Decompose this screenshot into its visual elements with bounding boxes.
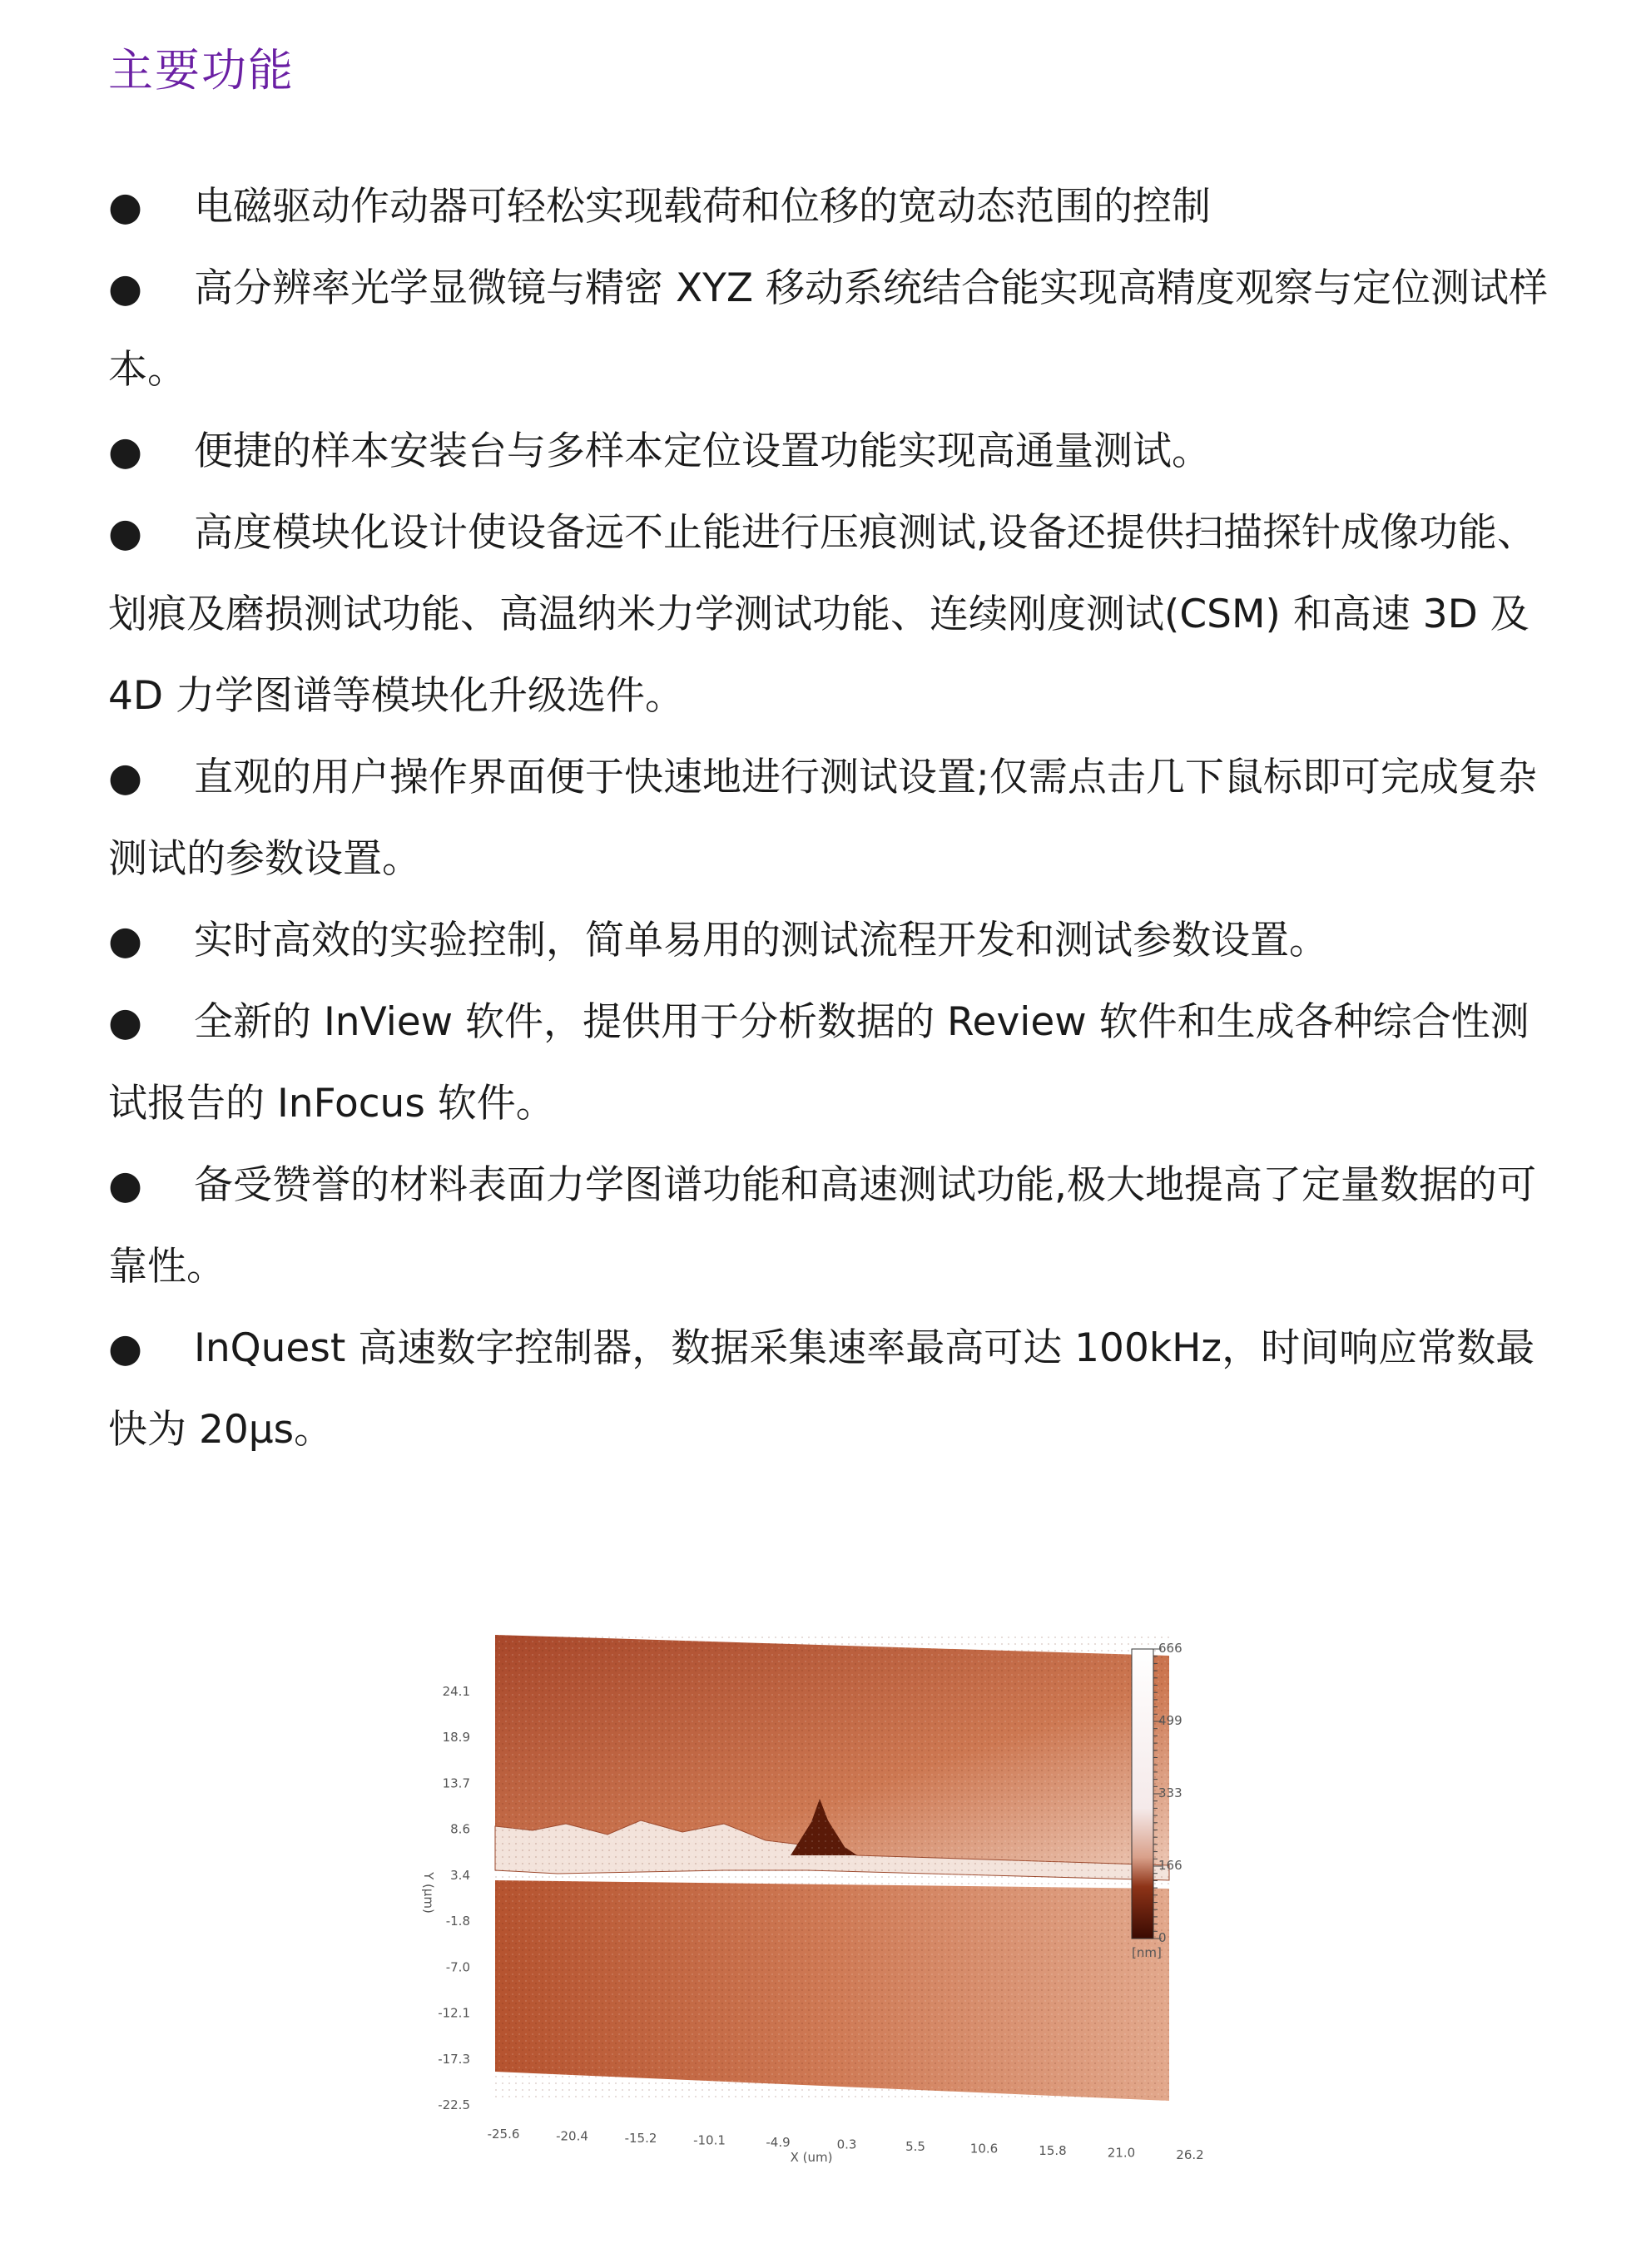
x-tick-label: 10.6 [969,2141,999,2157]
x-tick-label: 15.8 [1039,2143,1067,2158]
list-item [108,248,1548,411]
bullet-icon: ● [108,265,143,311]
y-axis-label: Y (μm) [421,1872,436,1914]
list-item [108,982,1548,1145]
surface-map-figure [391,1606,1240,2205]
x-tick-label: -20.4 [556,2128,588,2144]
list-item [108,493,1548,737]
list-item [108,1308,1548,1471]
colorbar-tick-label: 499 [1158,1713,1182,1728]
page-title: 主要功能 [108,44,295,97]
feature-text: 高度模块化设计使设备远不止能进行压痕测试,设备还提供扫描探针成像功能、划痕及磨损测试功能、高温纳米力学测试功能、连续刚度测试(CSM) 和高速 3D 及 4D 力学图谱等模块化升级选件。 [108,510,1536,719]
y-axis [421,1684,470,2112]
x-tick-label: 5.5 [905,2139,925,2154]
feature-text: 备受赞誉的材料表面力学图谱功能和高速测试功能,极大地提高了定量数据的可靠性。 [108,1162,1536,1290]
bullet-icon: ● [108,1162,143,1208]
colorbar-tick-label: 0 [1158,1930,1167,1945]
feature-text: 直观的用户操作界面便于快速地进行测试设置;仅需点击几下鼠标即可完成复杂测试的参数设置。 [108,755,1537,882]
y-tick-label: -17.3 [438,2051,470,2067]
x-tick-label: 0.3 [836,2137,857,2152]
x-axis [488,2127,1204,2165]
feature-text: 实时高效的实验控制，简单易用的测试流程开发和测试参数设置。 [194,918,1328,963]
list-item [108,737,1548,900]
y-tick-label: 3.4 [450,1867,470,1883]
colorbar-tick-label: 666 [1158,1641,1182,1656]
x-tick-label: -4.9 [766,2135,791,2150]
list-item [108,166,1548,248]
y-tick-label: -7.0 [445,1959,470,1975]
x-axis-label: X (um) [790,2150,833,2165]
x-tick-label: -10.1 [693,2132,726,2148]
bullet-icon: ● [108,1325,143,1371]
bullet-icon: ● [108,184,143,230]
feature-text: 便捷的样本安装台与多样本定位设置功能实现高通量测试。 [194,428,1211,474]
colorbar-unit: [nm] [1132,1945,1162,1960]
x-tick-label: -15.2 [624,2131,657,2146]
bullet-icon: ● [108,755,143,800]
y-tick-label: 8.6 [450,1821,470,1837]
y-tick-label: -22.5 [438,2097,470,2112]
colorbar-fill [1132,1649,1153,1939]
y-tick-label: 24.1 [442,1684,470,1699]
feature-text: InQuest 高速数字控制器，数据采集速率最高可达 100kHz，时间响应常数最快为 20μs。 [108,1325,1535,1453]
feature-text: 电磁驱动作动器可轻松实现载荷和位移的宽动态范围的控制 [194,184,1211,230]
x-tick-label: 21.0 [1107,2145,1136,2161]
colorbar-tick-label: 333 [1158,1785,1182,1800]
y-tick-label: 18.9 [442,1730,470,1746]
list-item [108,411,1548,493]
feature-text: 高分辨率光学显微镜与精密 XYZ 移动系统结合能实现高精度观察与定位测试样本。 [108,265,1548,393]
x-tick-label: -25.6 [487,2127,520,2142]
colorbar-tick-label: 166 [1158,1858,1182,1873]
feature-list [108,166,1548,1471]
list-item [108,900,1548,982]
y-tick-label: -1.8 [445,1914,470,1929]
surface-map-svg [391,1606,1240,2205]
y-tick-label: -12.1 [438,2005,470,2021]
x-tick-label: 26.2 [1176,2147,1204,2162]
bullet-icon: ● [108,510,143,556]
surface-texture [495,1635,1169,2101]
bullet-icon: ● [108,428,143,474]
y-tick-label: 13.7 [442,1775,470,1791]
feature-text: 全新的 InView 软件，提供用于分析数据的 Review 软件和生成各种综合性测试报告的 InFocus 软件。 [108,999,1530,1127]
bullet-icon: ● [108,999,143,1045]
bullet-icon: ● [108,918,143,963]
list-item [108,1145,1548,1308]
